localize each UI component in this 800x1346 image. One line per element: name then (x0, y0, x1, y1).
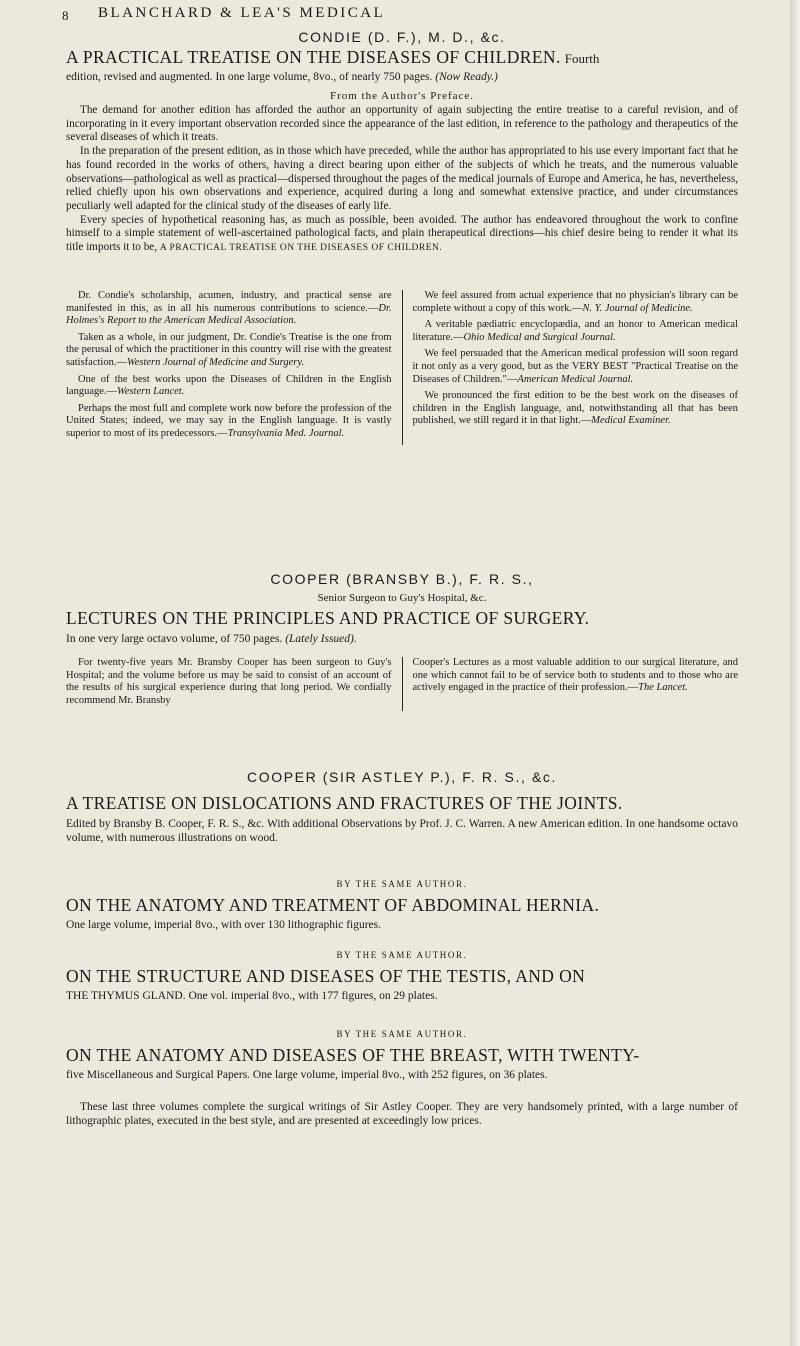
condie-reviews-left (66, 290, 403, 445)
astley-description: Edited by Bransby B. Cooper, F. R. S., &c. With additional Observations by Prof. J. C. Warren. A new American edition. In one handsome octavo volume, with numerous illustrations on wood. (66, 818, 738, 844)
preface-paragraph: The demand for another edition has afforded the author an opportunity of again subjecting the entire treatise to a careful revision, and of incorporating in it every important observation recorded since the appearance of the last edition, in reference to the pathology and therapeutics of the several diseases of which it treats. (66, 104, 738, 144)
bransby-review-left (66, 657, 403, 711)
preface-paragraph: In the preparation of the present edition, as in those which have preceded, while the author has appropriated to his use every important fact that he has found recorded in the works of others, having a direct bearing upon either of the subjects of which he treats, and the numerous valuable observations—pathological as well as practical—dispersed throughout the pages of the medical journals of Europe and America, he has, nevertheless, relied chiefly upon his own observations and experience, acquired during a long and somewhat extensive practice, and under circumstances peculiarly well adapted for the clinical study of the diseases of early life. (66, 145, 738, 212)
review-item (413, 348, 739, 386)
condie-description (66, 70, 738, 84)
review-item (66, 332, 392, 370)
review-source: The Lancet. (638, 682, 688, 694)
bransby-title: LECTURES ON THE PRINCIPLES AND PRACTICE OF SURGERY. (66, 608, 590, 628)
preface-paragraph-text: Every species of hypothetical reasoning has, as much as possible, been avoided. The author has endeavored throughout the work to confine himself to a simple statement of well-ascertained pathological facts, and plain therapeutical directions—his chief desire being to render it what its title imports it to be, (66, 213, 738, 254)
astley-author: COOPER (SIR ASTLEY P.), F. R. S., &c. (247, 769, 557, 785)
condie-reviews-right (413, 290, 739, 445)
bransby-status: (Lately Issued). (285, 633, 357, 645)
review-item (66, 290, 392, 328)
review-source: Western Lancet. (117, 386, 185, 398)
review-text: Dr. Condie's scholarship, acumen, industry, and practical sense are manifested in this, as in all his numerous contributions to science.— (66, 290, 392, 314)
review-source: Ohio Medical and Surgical Journal. (463, 331, 616, 343)
work-title: ON THE ANATOMY AND DISEASES OF THE BREAST, WITH TWENTY- (66, 1045, 640, 1065)
preface-heading: From the Author's Preface. (329, 90, 475, 102)
review-text: Cooper's Lectures as a most valuable addition to our surgical literature, and one which cannot fail to be of service both to students and to those who are actively engaged in the practice of their profession.— (412, 657, 738, 694)
review-item (413, 290, 739, 315)
work-description: five Miscellaneous and Surgical Papers. One large volume, imperial 8vo., with 252 figures, on 36 plates. (66, 1069, 548, 1081)
bransby-description (66, 632, 738, 646)
condie-desc-text: edition, revised and augmented. In one large volume, 8vo., of nearly 750 pages. (66, 71, 433, 83)
bransby-reviews (66, 657, 738, 711)
condie-title-tail: Fourth (564, 51, 600, 66)
by-same-author-label: BY THE SAME AUTHOR. (336, 879, 468, 889)
review-item (66, 374, 392, 399)
preface-body (66, 104, 738, 256)
bransby-author: COOPER (BRANSBY B.), F. R. S., (270, 571, 534, 587)
condie-author: CONDIE (D. F.), M. D., &c. (298, 29, 506, 45)
preface-paragraph (66, 214, 738, 256)
review-text: Taken as a whole, in our judgment, Dr. Condie's Treatise is the one from the perusal of which the practitioner in this country will rise with the greatest satisfaction.— (66, 331, 392, 368)
review-item (413, 319, 739, 344)
review-source: Dr. Holmes's Report to the American Medical Association. (66, 302, 392, 327)
review-source: Western Journal of Medicine and Surgery. (126, 356, 305, 368)
running-head: BLANCHARD & LEA'S MEDICAL (98, 5, 386, 21)
review-source: American Medical Journal. (517, 373, 634, 385)
review-text: We pronounced the first edition to be the best work on the diseases of children in the English language, and, notwithstanding all that has been published, we still regard it in that light.— (412, 390, 738, 427)
condie-status: (Now Ready.) (435, 71, 498, 83)
by-same-author-label: BY THE SAME AUTHOR. (336, 1029, 468, 1039)
review-text: For twenty-five years Mr. Bransby Cooper has been surgeon to Guy's Hospital; and the volume before us may be said to consist of an account of the results of his surgical experience during that long period. We cordially recommend Mr. Bransby (66, 657, 392, 706)
closing-note: These last three volumes complete the surgical writings of Sir Astley Cooper. They are very handsomely printed, with a large number of lithographic plates, executed in the best style, and are presented at exceedingly low prices. (66, 1101, 738, 1127)
review-text: We feel persuaded that the American medical profession will soon regard it not only as a very good, but as the VERY BEST "Practical Treatise on the Diseases of Children."— (412, 348, 738, 385)
review-text: Perhaps the most full and complete work now before the profession of the United States; indeed, we may say in the English language. It is vastly superior to most of its predecessors.— (66, 402, 392, 439)
bransby-subtitle: Senior Surgeon to Guy's Hospital, &c. (317, 592, 487, 604)
work-description: THE THYMUS GLAND. One vol. imperial 8vo., with 177 figures, on 29 plates. (66, 990, 438, 1002)
astley-title: A TREATISE ON DISLOCATIONS AND FRACTURES OF THE JOINTS. (66, 793, 623, 813)
preface-closing-title: A PRACTICAL TREATISE ON THE DISEASES OF CHILDREN. (159, 243, 443, 254)
review-item (66, 403, 392, 441)
review-source: N. Y. Journal of Medicine. (582, 302, 693, 314)
page-edge-shadow (790, 0, 800, 1346)
review-source: Medical Examiner. (591, 415, 671, 427)
review-item (413, 657, 739, 695)
condie-title-line (66, 48, 738, 68)
bransby-desc-text: In one very large octavo volume, of 750 pages. (66, 633, 283, 645)
review-text: A veritable pædiatric encyclopædia, and an honor to American medical literature.— (412, 319, 738, 343)
review-text: One of the best works upon the Diseases of Children in the English language.— (66, 373, 392, 398)
work-title: ON THE STRUCTURE AND DISEASES OF THE TESTIS, AND ON (66, 966, 586, 986)
condie-reviews (66, 290, 738, 445)
review-text: We feel assured from actual experience that no physician's library can be complete without a copy of this work.— (412, 290, 738, 314)
condie-title: A PRACTICAL TREATISE ON THE DISEASES OF CHILDREN. (66, 47, 561, 67)
work-description: One large volume, imperial 8vo., with over 130 lithographic figures. (66, 919, 382, 931)
review-item (413, 390, 739, 428)
bransby-review-right (413, 657, 739, 711)
by-same-author-label: BY THE SAME AUTHOR. (336, 950, 468, 960)
work-title: ON THE ANATOMY AND TREATMENT OF ABDOMINAL HERNIA. (66, 895, 600, 915)
page-number: 8 (62, 8, 69, 23)
review-source: Transylvania Med. Journal. (227, 427, 345, 439)
